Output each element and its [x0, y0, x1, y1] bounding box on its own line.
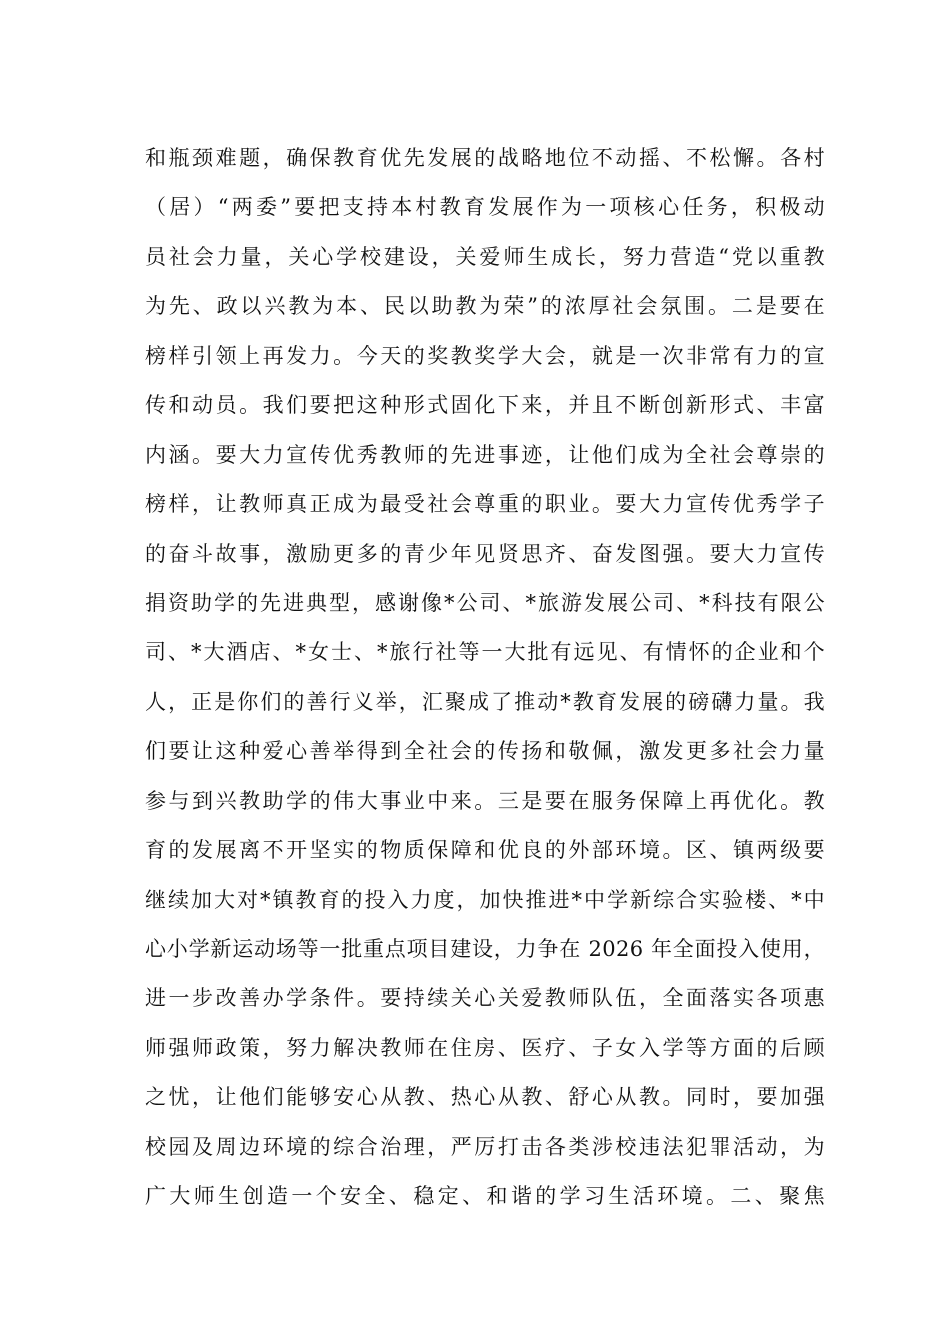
text-line-4: 为先、政以兴教为本、民以助教为荣”的浓厚社会氛围。二是要在 — [145, 294, 825, 319]
text-line-20: 之忧，让他们能够安心从教、热心从教、舒心从教。同时，要加强 — [145, 1085, 825, 1110]
text-line-2: （居）“两委”要把支持本村教育发展作为一项核心任务，积极动 — [145, 195, 825, 220]
text-line-14: 参与到兴教助学的伟大事业中来。三是要在服务保障上再优化。教 — [145, 788, 825, 813]
text-line-18: 进一步改善办学条件。要持续关心关爱教师队伍，全面落实各项惠 — [145, 986, 825, 1011]
body-text — [145, 134, 825, 1222]
text-line-1: 和瓶颈难题，确保教育优先发展的战略地位不动摇、不松懈。各村 — [145, 146, 825, 170]
text-line-8: 榜样，让教师真正成为最受社会尊重的职业。要大力宣传优秀学子 — [145, 492, 825, 517]
text-line-12: 人，正是你们的善行义举，汇聚成了推动*教育发展的磅礴力量。我 — [145, 689, 825, 714]
text-line-11: 司、*大酒店、*女士、*旅行社等一大批有远见、有情怀的企业和个 — [145, 640, 825, 665]
text-line-10: 捐资助学的先进典型，感谢像*公司、*旅游发展公司、*科技有限公 — [145, 590, 825, 615]
text-line-22: 广大师生创造一个安全、稳定、和谐的学习生活环境。二、聚焦 — [145, 1184, 825, 1209]
text-line-6: 传和动员。我们要把这种形式固化下来，并且不断创新形式、丰富 — [145, 393, 825, 418]
text-line-5: 榜样引领上再发力。今天的奖教奖学大会，就是一次非常有力的宣 — [145, 343, 825, 368]
text-line-7: 内涵。要大力宣传优秀教师的先进事迹，让他们成为全社会尊崇的 — [145, 442, 825, 467]
text-line-15: 育的发展离不开坚实的物质保障和优良的外部环境。区、镇两级要 — [145, 838, 825, 863]
text-line-3: 员社会力量，关心学校建设，关爱师生成长，努力营造“党以重教 — [145, 244, 825, 269]
text-line-16: 继续加大对*镇教育的投入力度，加快推进*中学新综合实验楼、*中 — [145, 887, 825, 912]
text-line-13: 们要让这种爱心善举得到全社会的传扬和敬佩，激发更多社会力量 — [145, 739, 825, 764]
text-line-17: 心小学新运动场等一批重点项目建设，力争在 2026 年全面投入使用， — [145, 937, 825, 961]
text-line-19: 师强师政策，努力解决教师在住房、医疗、子女入学等方面的后顾 — [145, 1035, 825, 1060]
text-line-9: 的奋斗故事，激励更多的青少年见贤思齐、奋发图强。要大力宣传 — [145, 541, 825, 566]
text-line-21: 校园及周边环境的综合治理，严厉打击各类涉校违法犯罪活动，为 — [145, 1134, 825, 1159]
